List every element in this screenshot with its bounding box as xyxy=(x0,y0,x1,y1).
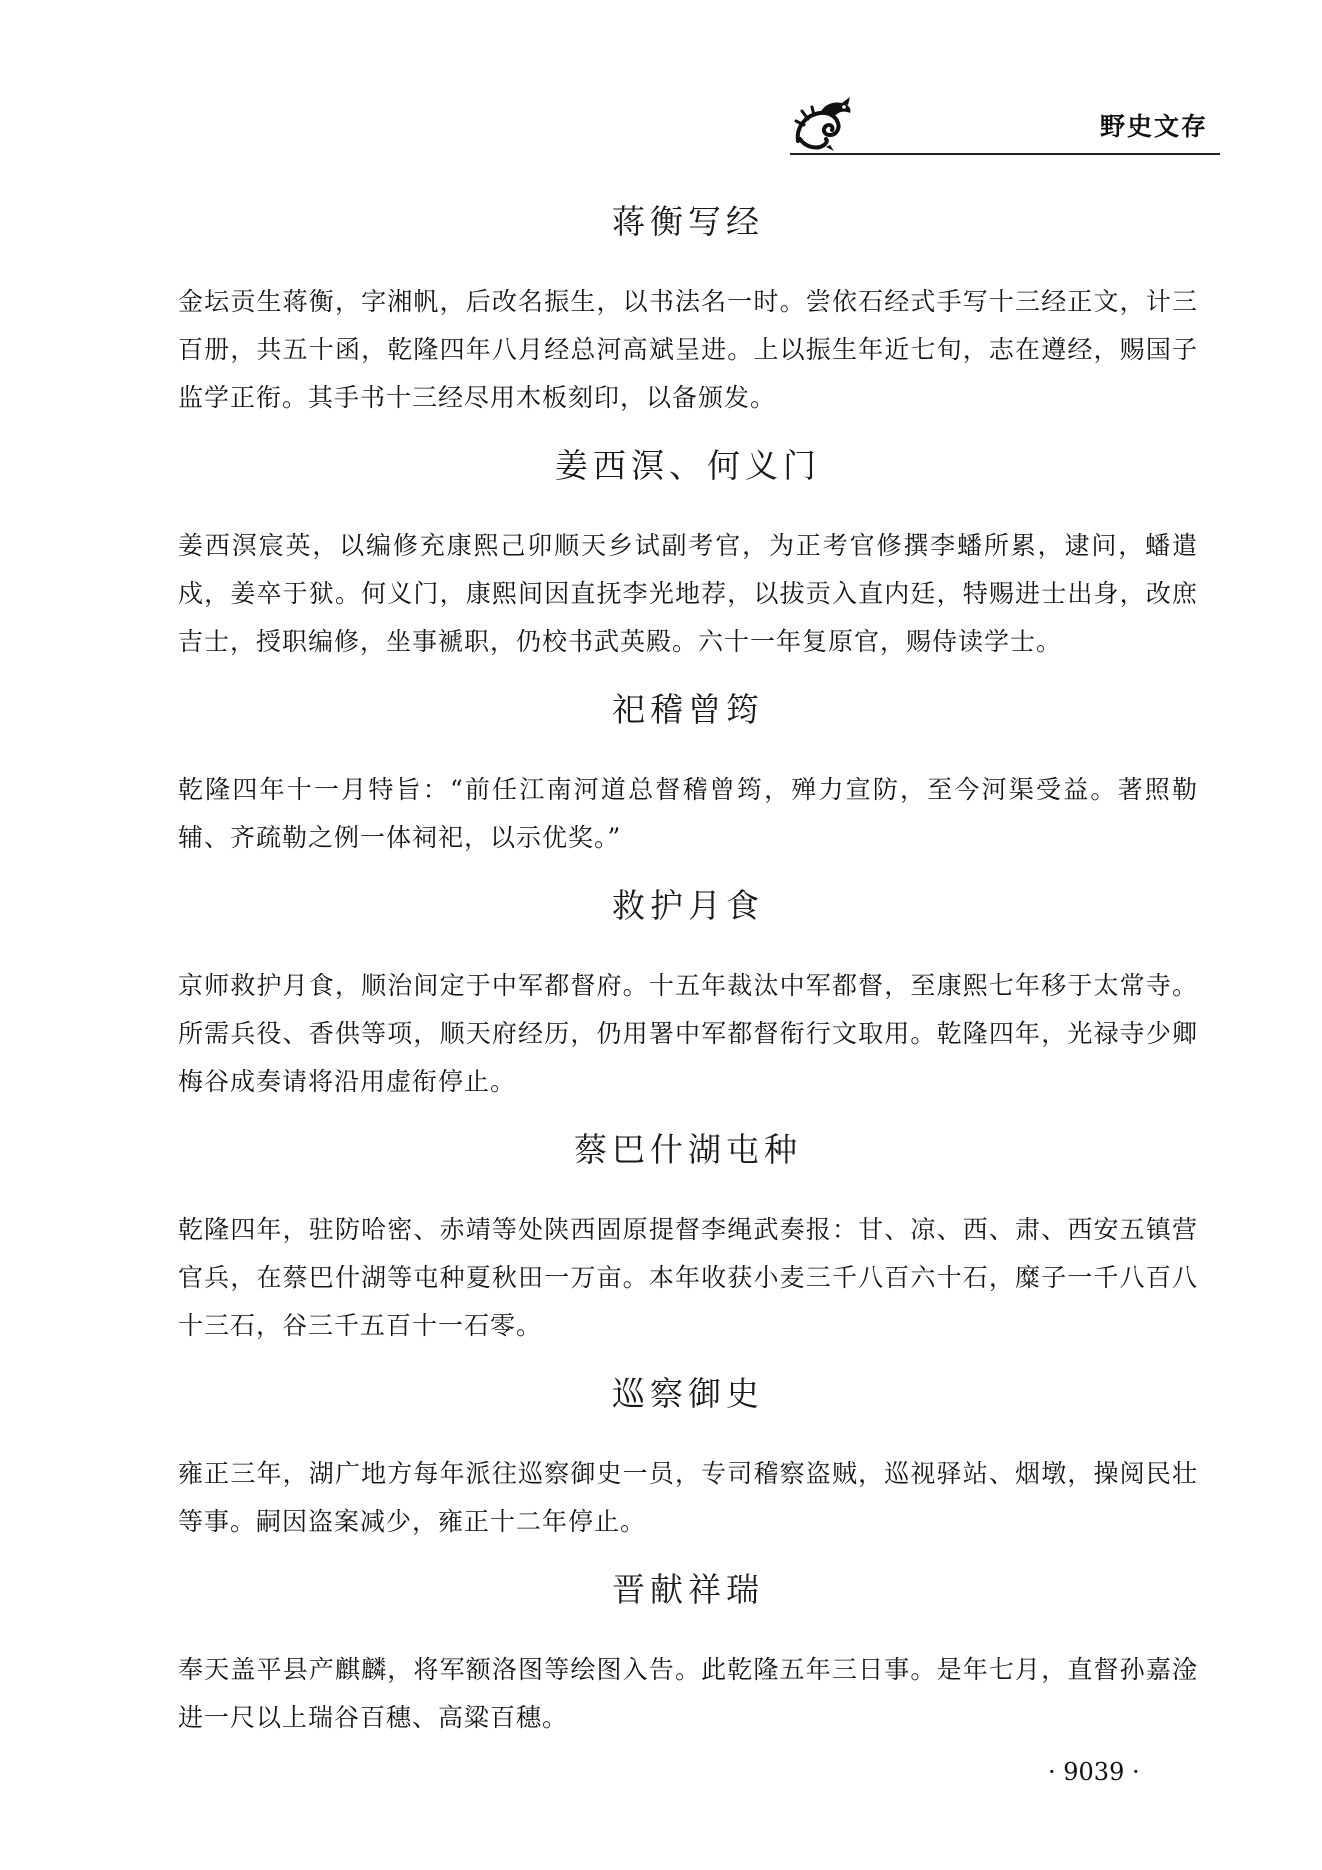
article-jiang-heng xyxy=(178,200,1198,422)
article-body: 雍正三年，湖广地方每年派往巡察御史一员，专司稽察盗贼，巡视驿站、烟墩，操阅民壮等事。嗣因盗案减少，雍正十二年停止。 xyxy=(178,1459,1198,1536)
dragon-emblem-icon xyxy=(790,95,858,155)
article-body: 乾隆四年十一月特旨：“前任江南河道总督稽曾筠，殚力宣防，至今河渠受益。著照勒辅、齐疏勒之例一体祠祀，以示优奖。” xyxy=(178,775,1198,852)
article-auspicious-omens xyxy=(178,1568,1198,1742)
article-body: 金坛贡生蒋衡，字湘帆，后改名振生，以书法名一时。尝依石经式手写十三经正文，计三百册，共五十函，乾隆四年八月经总河高斌呈进。上以振生年近七旬，志在遵经，赐国子监学正衔。其手书十三经尽用木板刻印，以备颁发。 xyxy=(178,287,1198,412)
page-content xyxy=(178,200,1198,1764)
article-title: 巡察御史 xyxy=(612,1374,764,1413)
running-title: 野史文存 xyxy=(1099,112,1208,141)
article-title: 蔡巴什湖屯种 xyxy=(574,1130,802,1169)
header-rule xyxy=(790,153,1220,155)
article-title: 祀稽曾筠 xyxy=(612,690,764,729)
article-body: 京师救护月食，顺治间定于中军都督府。十五年裁汰中军都督，至康熙七年移于太常寺。所需兵役、香供等项，顺天府经历，仍用署中军都督衔行文取用。乾隆四年，光禄寺少卿梅谷成奏请将沿用虚衔停止。 xyxy=(178,971,1198,1096)
article-lunar-eclipse xyxy=(178,884,1198,1106)
article-caibashi-lake xyxy=(178,1128,1198,1350)
article-body: 奉天盖平县产麒麟，将军额洛图等绘图入告。此乾隆五年三日事。是年七月，直督孙嘉淦进一尺以上瑞谷百穗、高粱百穗。 xyxy=(178,1655,1198,1732)
article-jiang-ximing-he-yimen xyxy=(178,444,1198,666)
article-title: 蒋衡写经 xyxy=(612,202,764,241)
article-body: 乾隆四年，驻防哈密、赤靖等处陕西固原提督李绳武奏报：甘、凉、西、肃、西安五镇营官兵，在蔡巴什湖等屯种夏秋田一万亩。本年收获小麦三千八百六十石，糜子一千八百八十三石，谷三千五百十一石零。 xyxy=(178,1215,1198,1340)
article-title: 姜西溟、何义门 xyxy=(555,446,821,485)
article-title: 救护月食 xyxy=(612,886,764,925)
running-header xyxy=(790,95,1220,155)
article-censor-patrol xyxy=(178,1372,1198,1546)
article-ji-zengyun xyxy=(178,688,1198,862)
article-title: 晋献祥瑞 xyxy=(612,1570,764,1609)
page-number: · 9039 · xyxy=(1048,1758,1140,1786)
article-body: 姜西溟宸英，以编修充康熙己卯顺天乡试副考官，为正考官修撰李蟠所累，逮问，蟠遣戍，姜卒于狱。何义门，康熙间因直抚李光地荐，以拔贡入直内廷，特赐进士出身，改庶吉士，授职编修，坐事褫职，仍校书武英殿。六十一年复原官，赐侍读学士。 xyxy=(178,531,1198,656)
